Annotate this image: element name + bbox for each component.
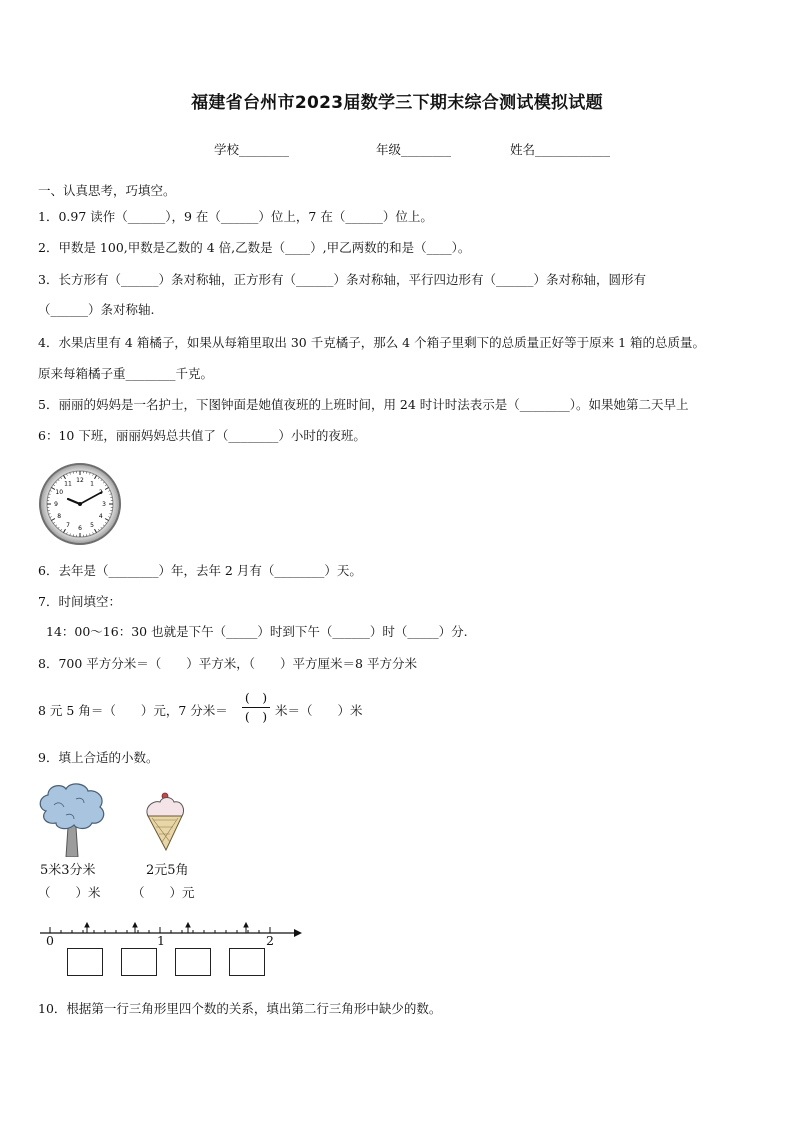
question-7-label: 7．时间填空：	[38, 594, 121, 609]
ice-cream-caption: 2元5角	[146, 863, 189, 878]
tree-image	[36, 781, 108, 857]
answer-box[interactable]	[67, 948, 103, 976]
fraction-blank[interactable]	[242, 690, 270, 725]
question-5-line-1: 5．丽丽的妈妈是一名护士，下图钟面是她值夜班的上班时间，用 24 时计时法表示是（________）。如果她第二天早上	[38, 397, 689, 412]
clock-number: 5	[90, 521, 94, 529]
clock-face-image	[38, 462, 122, 546]
question-6: 6．去年是（________）年，去年 2 月有（________）天。	[38, 563, 362, 578]
clock-number: 4	[98, 513, 103, 521]
question-8-line-2a: 8 元 5 角＝（ ）元，7 分米＝	[38, 703, 228, 718]
question-8-line-1: 8．700 平方分米＝（ ）平方米，（ ）平方厘米＝8 平方分米	[38, 656, 417, 671]
name-field[interactable]: 姓名____________	[510, 142, 611, 157]
tree-answer-blank[interactable]: （ ）米	[38, 885, 101, 900]
number-line-label-0: 0	[46, 933, 54, 948]
answer-box[interactable]	[175, 948, 211, 976]
question-2: 2．甲数是 100,甲数是乙数的 4 倍,乙数是（____）,甲乙两数的和是（____）。	[38, 240, 471, 255]
grade-field[interactable]: 年级________	[376, 142, 452, 157]
fraction-bar	[242, 707, 270, 708]
question-4-line-2: 原来每箱橘子重________千克。	[38, 366, 214, 381]
clock-number: 12	[76, 477, 84, 485]
number-line-label-1: 1	[157, 933, 165, 948]
answer-box[interactable]	[229, 948, 265, 976]
clock-center	[78, 502, 82, 506]
fraction-numerator: ( )	[244, 690, 268, 705]
school-field[interactable]: 学校________	[214, 142, 290, 157]
question-3-line-2: （______）条对称轴.	[38, 302, 155, 317]
question-4-line-1: 4．水果店里有 4 箱橘子，如果从每箱里取出 30 千克橘子，那么 4 个箱子里剩下的总质量正好等于原来 1 箱的总质量。	[38, 335, 706, 350]
clock-number: 8	[57, 513, 62, 521]
question-8-line-2b: 米＝（ ）米	[275, 703, 363, 718]
question-7-line: 14：00～16：30 也就是下午（_____）时到下午（______）时（_____）分.	[46, 624, 468, 639]
fraction-denominator: ( )	[244, 709, 268, 724]
ice-cream-answer-blank[interactable]: （ ）元	[132, 885, 195, 900]
number-line	[36, 922, 304, 938]
number-line-label-2: 2	[266, 933, 274, 948]
answer-box[interactable]	[121, 948, 157, 976]
question-1: 1．0.97 读作（______），9 在（______）位上，7 在（______）位上。	[38, 209, 433, 224]
clock-number: 1	[90, 480, 94, 488]
clock-number: 7	[66, 521, 70, 529]
clock-number: 6	[78, 525, 82, 533]
clock-number: 9	[54, 501, 58, 509]
question-9-label: 9．填上合适的小数。	[38, 750, 159, 765]
question-10: 10．根据第一行三角形里四个数的关系，填出第二行三角形中缺少的数。	[38, 1001, 442, 1016]
question-3-line-1: 3．长方形有（______）条对称轴，正方形有（______）条对称轴，平行四边形有（______）条对称轴，圆形有	[38, 272, 646, 287]
clock-number: 10	[55, 489, 64, 497]
number-line-pointers	[85, 923, 248, 933]
clock-number: 3	[102, 501, 106, 509]
question-5-line-2: 6：10 下班，丽丽妈妈总共值了（________）小时的夜班。	[38, 428, 366, 443]
ice-cream-image	[142, 790, 188, 852]
section-heading: 一、认真思考，巧填空。	[38, 183, 176, 198]
clock-number: 11	[64, 480, 72, 488]
number-line-arrow	[294, 929, 302, 937]
page-title: 福建省台州市2023届数学三下期末综合测试模拟试题	[191, 93, 603, 113]
tree-caption: 5米3分米	[40, 863, 96, 878]
